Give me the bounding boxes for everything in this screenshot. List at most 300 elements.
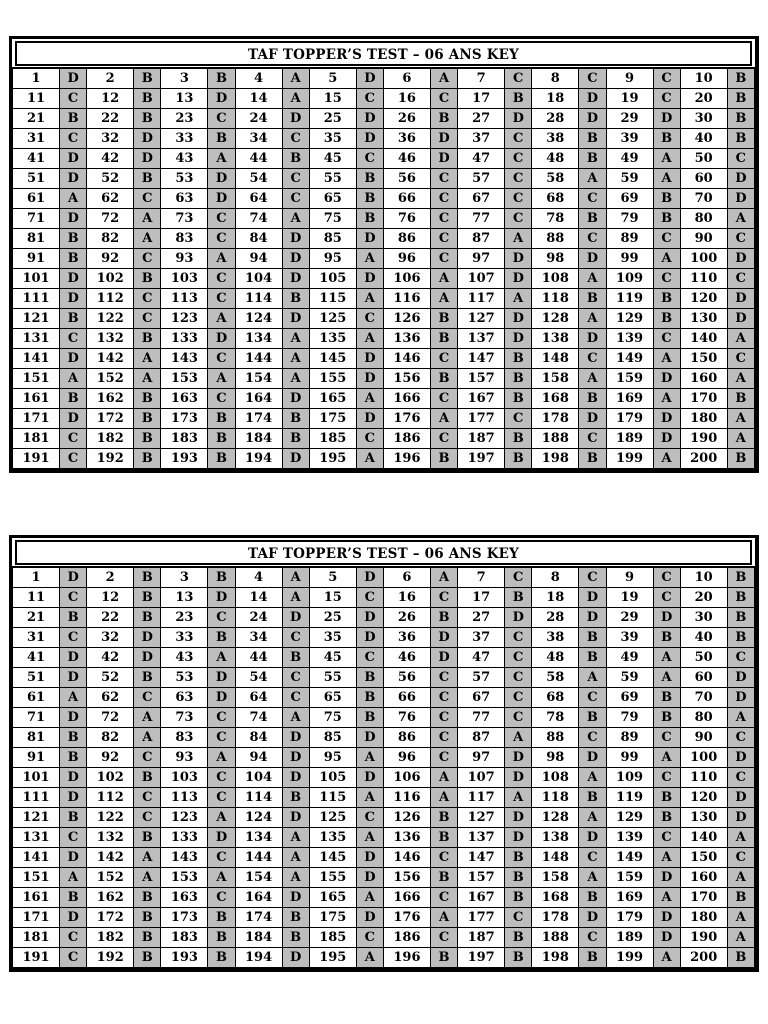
answer-letter: B xyxy=(579,209,606,229)
question-number: 125 xyxy=(309,309,356,329)
answer-letter: D xyxy=(505,109,532,129)
question-number: 146 xyxy=(383,349,430,369)
answer-letter: D xyxy=(208,588,235,608)
question-number: 62 xyxy=(87,189,134,209)
question-number: 161 xyxy=(13,888,60,908)
question-number: 52 xyxy=(87,169,134,189)
question-number: 186 xyxy=(383,928,430,948)
question-number: 14 xyxy=(235,588,282,608)
question-number: 98 xyxy=(532,748,579,768)
answer-letter: C xyxy=(505,409,532,429)
question-number: 42 xyxy=(87,648,134,668)
answer-row xyxy=(13,189,755,209)
question-number: 163 xyxy=(161,389,208,409)
answer-letter: A xyxy=(727,209,754,229)
answer-letter: A xyxy=(208,648,235,668)
question-number: 166 xyxy=(383,389,430,409)
answer-letter: B xyxy=(134,89,161,109)
question-number: 19 xyxy=(606,588,653,608)
question-number: 75 xyxy=(309,708,356,728)
answer-letter: D xyxy=(208,189,235,209)
question-number: 4 xyxy=(235,567,282,588)
answer-letter: C xyxy=(653,567,680,588)
answer-letter: D xyxy=(727,189,754,209)
answer-letter: C xyxy=(505,169,532,189)
question-number: 85 xyxy=(309,728,356,748)
question-number: 86 xyxy=(383,728,430,748)
answer-letter: B xyxy=(134,429,161,449)
answer-letter: D xyxy=(134,648,161,668)
question-number: 143 xyxy=(161,848,208,868)
answer-letter: C xyxy=(727,768,754,788)
answer-row xyxy=(13,948,755,968)
answer-letter: D xyxy=(134,628,161,648)
question-number: 76 xyxy=(383,209,430,229)
answer-letter: D xyxy=(282,948,309,968)
answer-letter: B xyxy=(60,748,87,768)
answer-row xyxy=(13,728,755,748)
answer-letter: B xyxy=(282,788,309,808)
question-number: 167 xyxy=(458,389,505,409)
answer-letter: B xyxy=(505,449,532,469)
question-number: 32 xyxy=(87,628,134,648)
answer-row xyxy=(13,808,755,828)
answer-letter: A xyxy=(356,888,383,908)
question-number: 101 xyxy=(13,269,60,289)
question-number: 10 xyxy=(680,567,727,588)
answer-letter: C xyxy=(727,648,754,668)
answer-letter: C xyxy=(505,688,532,708)
answer-letter: A xyxy=(727,908,754,928)
answer-letter: B xyxy=(134,109,161,129)
question-number: 15 xyxy=(309,588,356,608)
question-number: 55 xyxy=(309,169,356,189)
answer-letter: D xyxy=(579,608,606,628)
question-number: 20 xyxy=(680,588,727,608)
question-number: 117 xyxy=(458,289,505,309)
question-number: 75 xyxy=(309,209,356,229)
question-number: 154 xyxy=(235,369,282,389)
answer-letter: A xyxy=(208,249,235,269)
question-number: 76 xyxy=(383,708,430,728)
answer-letter: A xyxy=(653,648,680,668)
answer-letter: B xyxy=(579,449,606,469)
answer-letter: D xyxy=(60,848,87,868)
question-number: 44 xyxy=(235,648,282,668)
question-number: 102 xyxy=(87,269,134,289)
question-number: 48 xyxy=(532,648,579,668)
question-number: 103 xyxy=(161,269,208,289)
answer-letter: B xyxy=(134,329,161,349)
question-number: 12 xyxy=(87,588,134,608)
question-number: 84 xyxy=(235,229,282,249)
answer-row xyxy=(13,209,755,229)
question-number: 37 xyxy=(458,129,505,149)
question-number: 176 xyxy=(383,409,430,429)
answer-letter: C xyxy=(208,788,235,808)
answer-row xyxy=(13,269,755,289)
answer-letter: A xyxy=(60,369,87,389)
question-number: 154 xyxy=(235,868,282,888)
answer-letter: D xyxy=(282,748,309,768)
question-number: 36 xyxy=(383,628,430,648)
answer-letter: A xyxy=(505,728,532,748)
answer-letter: B xyxy=(505,948,532,968)
answer-letter: D xyxy=(727,808,754,828)
answer-letter: D xyxy=(282,269,309,289)
answer-letter: C xyxy=(134,289,161,309)
answer-letter: A xyxy=(208,309,235,329)
question-number: 85 xyxy=(309,229,356,249)
answer-letter: C xyxy=(727,269,754,289)
question-number: 102 xyxy=(87,768,134,788)
answer-letter: C xyxy=(430,748,457,768)
answer-letter: C xyxy=(208,848,235,868)
answer-row xyxy=(13,868,755,888)
question-number: 29 xyxy=(606,608,653,628)
question-number: 185 xyxy=(309,429,356,449)
answer-letter: C xyxy=(505,908,532,928)
answer-letter: A xyxy=(356,948,383,968)
answer-row xyxy=(13,68,755,89)
answer-letter: B xyxy=(60,808,87,828)
question-number: 95 xyxy=(309,748,356,768)
answer-letter: A xyxy=(653,249,680,269)
answer-letter: A xyxy=(60,189,87,209)
answer-letter: D xyxy=(60,648,87,668)
answer-row xyxy=(13,369,755,389)
question-number: 26 xyxy=(383,608,430,628)
question-number: 88 xyxy=(532,229,579,249)
question-number: 123 xyxy=(161,808,208,828)
question-number: 177 xyxy=(458,908,505,928)
answer-letter: B xyxy=(134,169,161,189)
answer-letter: D xyxy=(727,249,754,269)
answer-letter: C xyxy=(430,429,457,449)
question-number: 21 xyxy=(13,608,60,628)
question-number: 195 xyxy=(309,948,356,968)
question-number: 152 xyxy=(87,868,134,888)
question-number: 57 xyxy=(458,169,505,189)
question-number: 53 xyxy=(161,668,208,688)
answer-letter: D xyxy=(356,768,383,788)
question-number: 145 xyxy=(309,349,356,369)
question-number: 89 xyxy=(606,728,653,748)
question-number: 36 xyxy=(383,129,430,149)
answer-key-table xyxy=(12,566,755,968)
answer-letter: B xyxy=(282,149,309,169)
answer-letter: C xyxy=(505,648,532,668)
question-number: 116 xyxy=(383,788,430,808)
question-number: 167 xyxy=(458,888,505,908)
answer-letter: C xyxy=(505,708,532,728)
answer-letter: A xyxy=(579,269,606,289)
answer-letter: A xyxy=(653,449,680,469)
answer-letter: A xyxy=(653,349,680,369)
answer-letter: D xyxy=(430,129,457,149)
question-number: 124 xyxy=(235,808,282,828)
answer-letter: C xyxy=(208,109,235,129)
question-number: 58 xyxy=(532,169,579,189)
question-number: 196 xyxy=(383,948,430,968)
answer-letter: D xyxy=(356,349,383,369)
question-number: 71 xyxy=(13,209,60,229)
question-number: 84 xyxy=(235,728,282,748)
question-number: 88 xyxy=(532,728,579,748)
answer-letter: C xyxy=(505,68,532,89)
answer-letter: B xyxy=(727,888,754,908)
answer-letter: C xyxy=(430,349,457,369)
answer-letter: C xyxy=(134,688,161,708)
answer-letter: D xyxy=(208,828,235,848)
answer-letter: D xyxy=(653,409,680,429)
question-number: 28 xyxy=(532,608,579,628)
question-number: 119 xyxy=(606,788,653,808)
answer-letter: C xyxy=(208,209,235,229)
question-number: 187 xyxy=(458,928,505,948)
answer-letter: B xyxy=(208,449,235,469)
question-number: 148 xyxy=(532,349,579,369)
question-number: 126 xyxy=(383,808,430,828)
answer-row xyxy=(13,249,755,269)
question-number: 163 xyxy=(161,888,208,908)
question-number: 59 xyxy=(606,668,653,688)
answer-letter: D xyxy=(505,329,532,349)
question-number: 26 xyxy=(383,109,430,129)
answer-letter: A xyxy=(134,848,161,868)
answer-letter: B xyxy=(208,908,235,928)
question-number: 147 xyxy=(458,848,505,868)
question-number: 115 xyxy=(309,289,356,309)
question-number: 117 xyxy=(458,788,505,808)
answer-letter: C xyxy=(356,429,383,449)
answer-letter: A xyxy=(430,68,457,89)
question-number: 112 xyxy=(87,788,134,808)
answer-letter: B xyxy=(430,369,457,389)
answer-letter: B xyxy=(430,948,457,968)
answer-row xyxy=(13,828,755,848)
question-number: 121 xyxy=(13,309,60,329)
answer-letter: D xyxy=(282,608,309,628)
answer-letter: B xyxy=(60,389,87,409)
question-number: 2 xyxy=(87,567,134,588)
question-number: 149 xyxy=(606,848,653,868)
answer-letter: D xyxy=(505,828,532,848)
question-number: 65 xyxy=(309,688,356,708)
answer-row xyxy=(13,888,755,908)
answer-letter: C xyxy=(430,888,457,908)
question-number: 5 xyxy=(309,68,356,89)
question-number: 156 xyxy=(383,868,430,888)
answer-key-sheet-2 xyxy=(9,535,759,972)
question-number: 54 xyxy=(235,169,282,189)
question-number: 79 xyxy=(606,209,653,229)
question-number: 178 xyxy=(532,409,579,429)
question-number: 183 xyxy=(161,429,208,449)
answer-letter: B xyxy=(653,628,680,648)
answer-letter: A xyxy=(653,668,680,688)
answer-letter: C xyxy=(356,149,383,169)
question-number: 25 xyxy=(309,608,356,628)
question-number: 185 xyxy=(309,928,356,948)
answer-letter: A xyxy=(727,369,754,389)
answer-letter: B xyxy=(208,948,235,968)
answer-letter: C xyxy=(653,229,680,249)
answer-letter: B xyxy=(505,349,532,369)
question-number: 114 xyxy=(235,788,282,808)
question-number: 90 xyxy=(680,229,727,249)
answer-letter: C xyxy=(60,429,87,449)
question-number: 189 xyxy=(606,928,653,948)
answer-letter: C xyxy=(430,668,457,688)
question-number: 189 xyxy=(606,429,653,449)
question-number: 188 xyxy=(532,928,579,948)
question-number: 105 xyxy=(309,768,356,788)
question-number: 172 xyxy=(87,908,134,928)
answer-letter: B xyxy=(579,888,606,908)
answer-letter: D xyxy=(356,369,383,389)
question-number: 158 xyxy=(532,369,579,389)
answer-letter: B xyxy=(356,708,383,728)
answer-letter: A xyxy=(134,708,161,728)
question-number: 159 xyxy=(606,369,653,389)
question-number: 48 xyxy=(532,149,579,169)
question-number: 197 xyxy=(458,948,505,968)
question-number: 30 xyxy=(680,109,727,129)
answer-letter: B xyxy=(208,567,235,588)
question-number: 183 xyxy=(161,928,208,948)
question-number: 37 xyxy=(458,628,505,648)
answer-letter: B xyxy=(356,668,383,688)
answer-letter: B xyxy=(430,309,457,329)
answer-letter: D xyxy=(356,129,383,149)
answer-letter: D xyxy=(727,309,754,329)
answer-letter: B xyxy=(505,928,532,948)
answer-letter: C xyxy=(356,808,383,828)
question-number: 126 xyxy=(383,309,430,329)
answer-letter: C xyxy=(579,229,606,249)
answer-letter: B xyxy=(134,948,161,968)
question-number: 141 xyxy=(13,848,60,868)
answer-letter: D xyxy=(579,249,606,269)
question-number: 13 xyxy=(161,89,208,109)
question-number: 109 xyxy=(606,269,653,289)
answer-row xyxy=(13,748,755,768)
question-number: 45 xyxy=(309,648,356,668)
answer-letter: B xyxy=(579,708,606,728)
answer-letter: A xyxy=(579,868,606,888)
question-number: 133 xyxy=(161,329,208,349)
answer-letter: B xyxy=(505,588,532,608)
answer-letter: A xyxy=(579,309,606,329)
answer-letter: C xyxy=(653,768,680,788)
question-number: 34 xyxy=(235,628,282,648)
question-number: 22 xyxy=(87,109,134,129)
question-number: 200 xyxy=(680,948,727,968)
answer-letter: B xyxy=(134,389,161,409)
question-number: 160 xyxy=(680,369,727,389)
answer-letter: C xyxy=(653,728,680,748)
question-number: 166 xyxy=(383,888,430,908)
answer-key-title: TAF TOPPER’S TEST – 06 ANS KEY xyxy=(15,540,752,565)
answer-letter: B xyxy=(208,68,235,89)
question-number: 125 xyxy=(309,808,356,828)
question-number: 135 xyxy=(309,329,356,349)
answer-letter: B xyxy=(282,429,309,449)
answer-letter: D xyxy=(60,149,87,169)
question-number: 13 xyxy=(161,588,208,608)
answer-letter: C xyxy=(134,249,161,269)
answer-letter: D xyxy=(579,828,606,848)
question-number: 31 xyxy=(13,129,60,149)
question-number: 96 xyxy=(383,249,430,269)
question-number: 193 xyxy=(161,948,208,968)
answer-letter: C xyxy=(579,928,606,948)
answer-letter: B xyxy=(134,888,161,908)
answer-letter: C xyxy=(430,928,457,948)
answer-letter: D xyxy=(505,748,532,768)
question-number: 22 xyxy=(87,608,134,628)
answer-letter: D xyxy=(60,68,87,89)
question-number: 42 xyxy=(87,149,134,169)
answer-letter: A xyxy=(505,788,532,808)
question-number: 70 xyxy=(680,688,727,708)
answer-letter: D xyxy=(282,309,309,329)
question-number: 175 xyxy=(309,908,356,928)
answer-letter: D xyxy=(579,89,606,109)
question-number: 67 xyxy=(458,189,505,209)
answer-letter: A xyxy=(282,868,309,888)
answer-letter: D xyxy=(505,249,532,269)
answer-row xyxy=(13,129,755,149)
answer-letter: A xyxy=(579,169,606,189)
question-number: 9 xyxy=(606,567,653,588)
question-number: 128 xyxy=(532,808,579,828)
question-number: 100 xyxy=(680,748,727,768)
answer-letter: C xyxy=(727,848,754,868)
answer-letter: D xyxy=(653,369,680,389)
question-number: 92 xyxy=(87,249,134,269)
question-number: 151 xyxy=(13,868,60,888)
answer-row xyxy=(13,309,755,329)
question-number: 34 xyxy=(235,129,282,149)
question-number: 4 xyxy=(235,68,282,89)
question-number: 15 xyxy=(309,89,356,109)
answer-letter: A xyxy=(282,349,309,369)
answer-letter: D xyxy=(727,668,754,688)
answer-letter: B xyxy=(430,868,457,888)
question-number: 72 xyxy=(87,209,134,229)
question-number: 43 xyxy=(161,149,208,169)
answer-letter: B xyxy=(134,928,161,948)
answer-row xyxy=(13,289,755,309)
question-number: 69 xyxy=(606,688,653,708)
answer-letter: B xyxy=(653,129,680,149)
answer-letter: D xyxy=(356,68,383,89)
question-number: 11 xyxy=(13,588,60,608)
question-number: 81 xyxy=(13,229,60,249)
answer-row xyxy=(13,149,755,169)
answer-letter: D xyxy=(208,668,235,688)
answer-letter: B xyxy=(60,109,87,129)
question-number: 28 xyxy=(532,109,579,129)
question-number: 17 xyxy=(458,588,505,608)
answer-letter: B xyxy=(208,628,235,648)
question-number: 50 xyxy=(680,149,727,169)
question-number: 135 xyxy=(309,828,356,848)
answer-letter: B xyxy=(727,567,754,588)
question-number: 91 xyxy=(13,249,60,269)
